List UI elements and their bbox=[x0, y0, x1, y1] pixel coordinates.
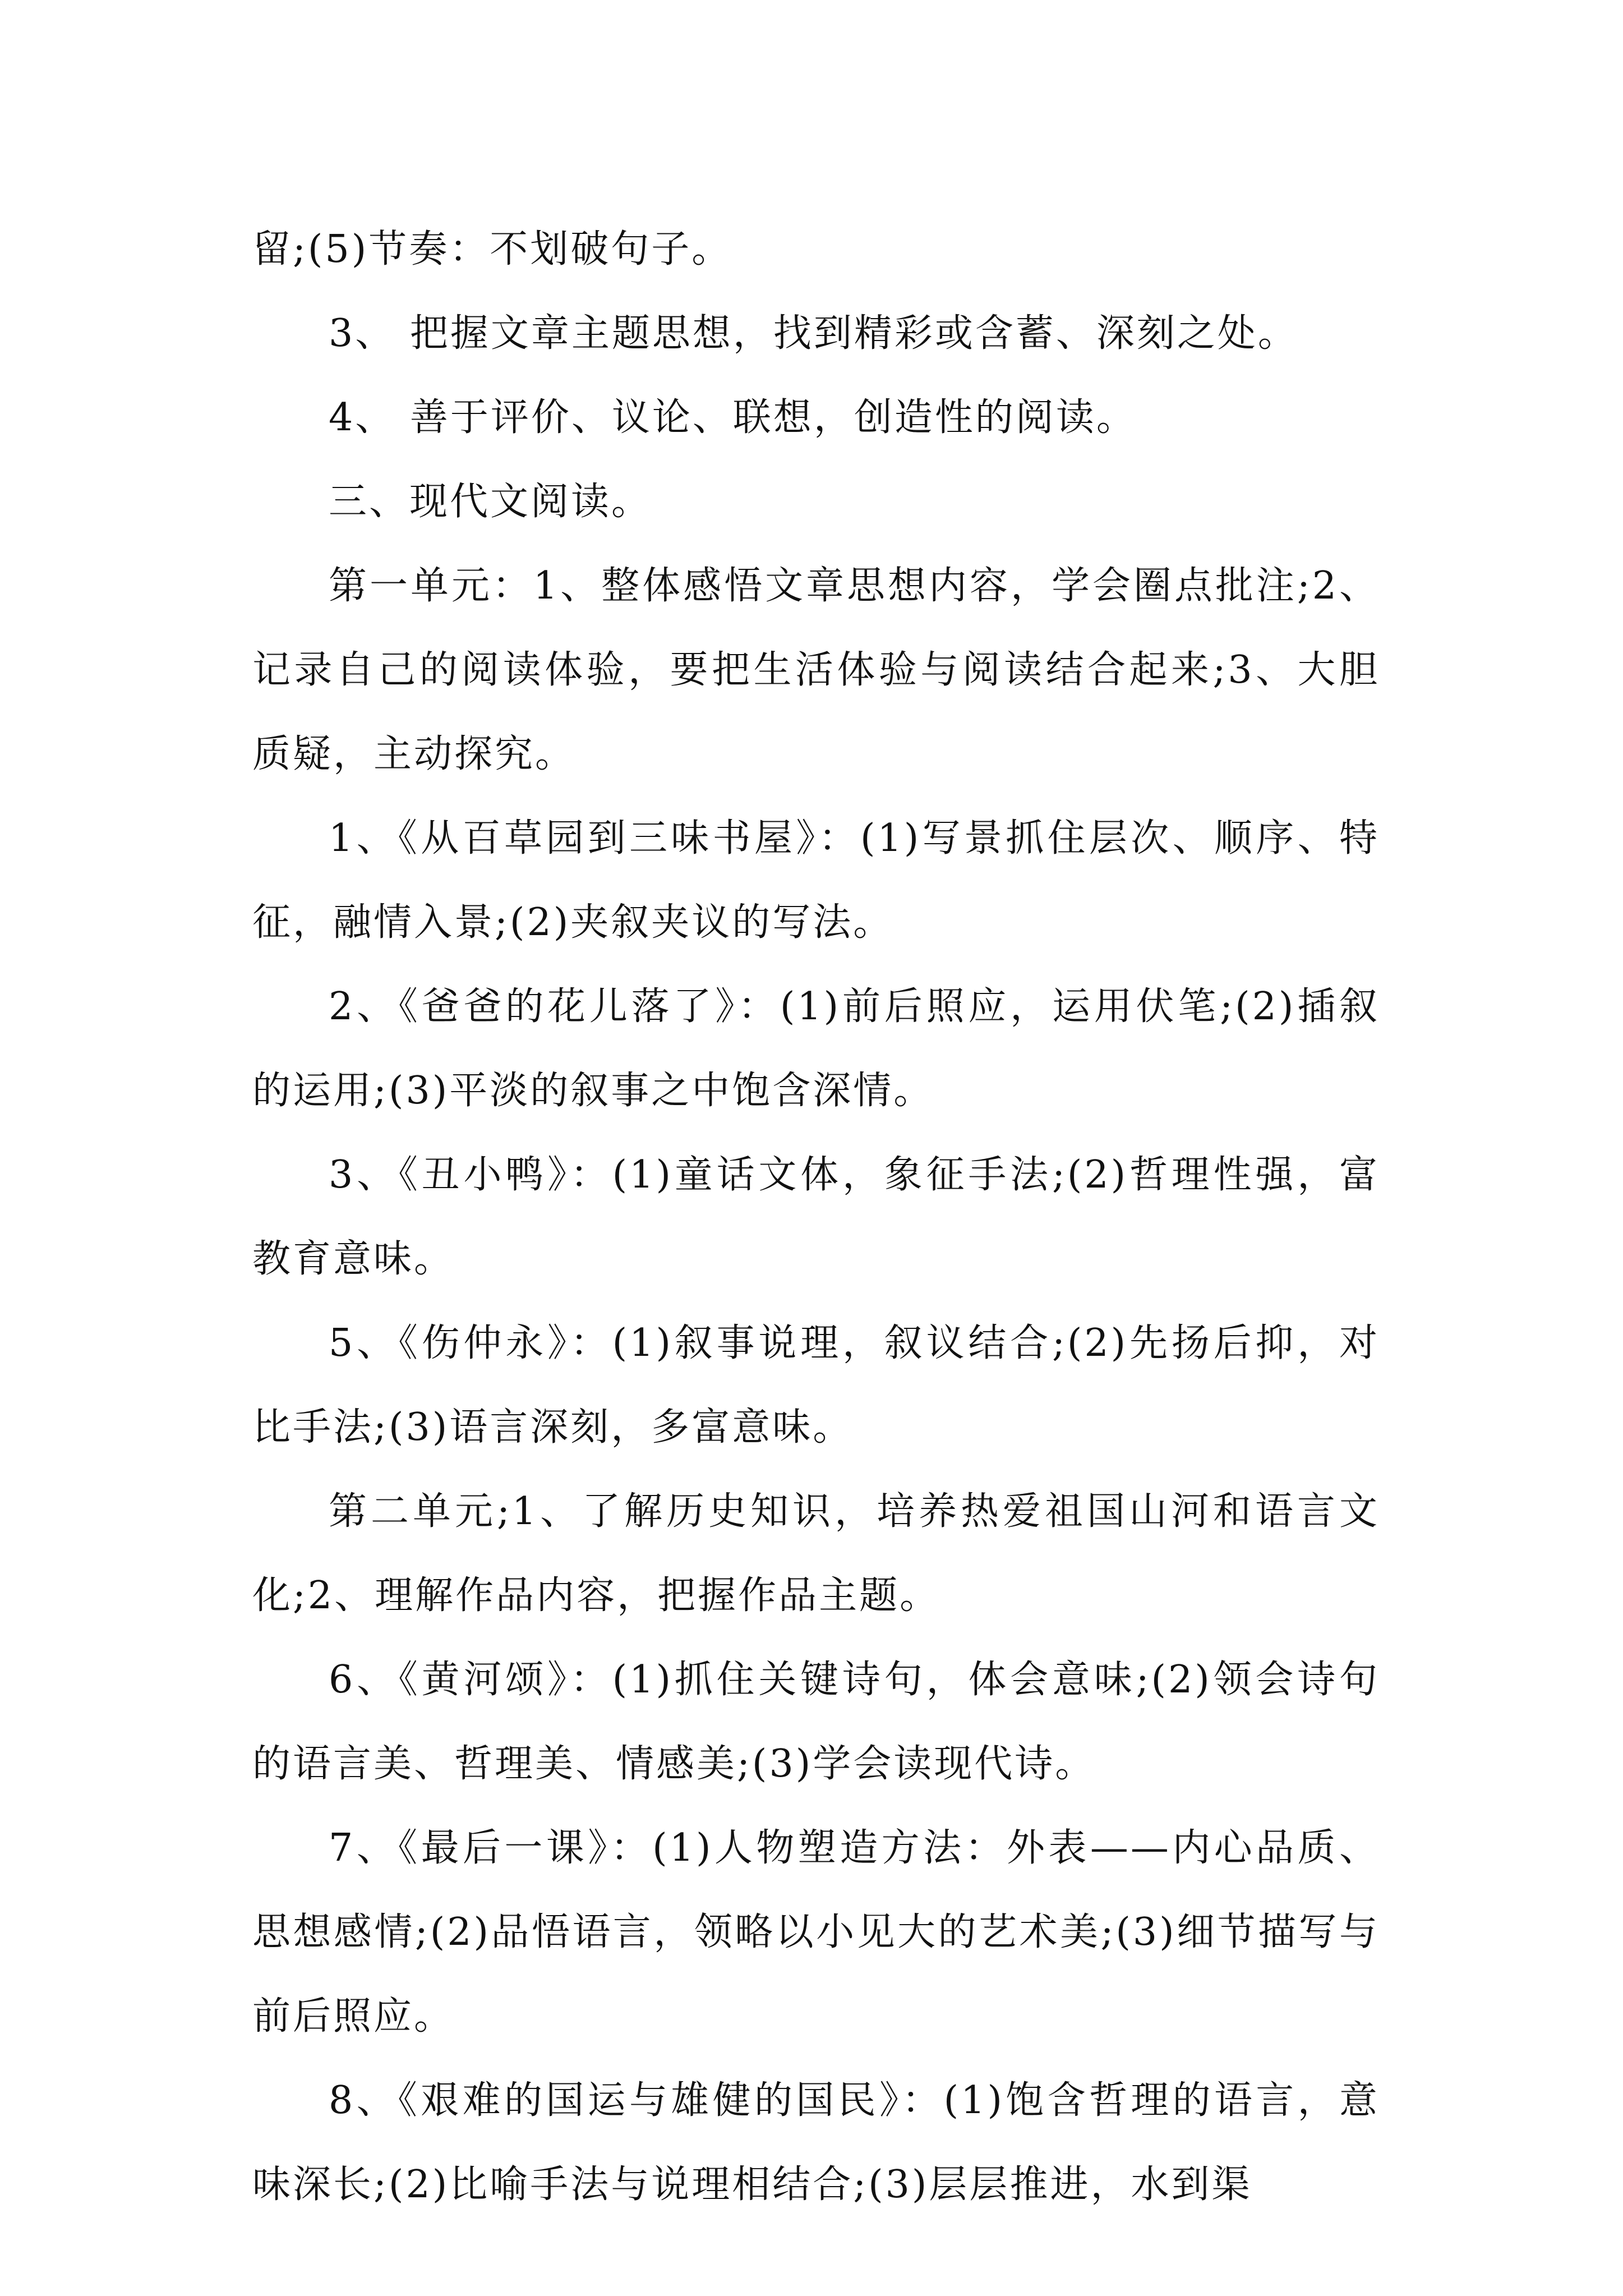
paragraph-continuation: 留;(5)节奏：不划破句子。 bbox=[252, 227, 732, 272]
paragraph-lesson-5: 5、《伤仲永》：(1)叙事说理，叙议结合;(2)先扬后抑，对比手法;(3)语言深刻，多富意味。 bbox=[252, 1321, 1380, 1450]
paragraph-lesson-6: 6、《黄河颂》：(1)抓住关键诗句，体会意味;(2)领会诗句的语言美、哲理美、情感美;(3)学会读现代诗。 bbox=[252, 1658, 1380, 1786]
document-body bbox=[252, 208, 1380, 2227]
paragraph-lesson-1: 1、《从百草园到三味书屋》：(1)写景抓住层次、顺序、特征，融情入景;(2)夹叙夹议的写法。 bbox=[252, 816, 1380, 945]
paragraph-item-4: 4、 善于评价、议论、联想，创造性的阅读。 bbox=[329, 395, 1137, 440]
paragraph-unit-two: 第二单元;1、了解历史知识，培养热爱祖国山河和语言文化;2、理解作品内容，把握作品主题。 bbox=[252, 1489, 1380, 1618]
paragraph-unit-one: 第一单元：1、整体感悟文章思想内容，学会圈点批注;2、记录自己的阅读体验，要把生活体验与阅读结合起来;3、大胆质疑，主动探究。 bbox=[252, 564, 1380, 776]
paragraph-item-3: 3、 把握文章主题思想，找到精彩或含蓄、深刻之处。 bbox=[329, 311, 1298, 356]
section-heading-modern-reading: 三、现代文阅读。 bbox=[329, 480, 652, 524]
paragraph-lesson-7: 7、《最后一课》：(1)人物塑造方法：外表——内心品质、思想感情;(2)品悟语言，领略以小见大的艺术美;(3)细节描写与前后照应。 bbox=[252, 1826, 1380, 2039]
paragraph-lesson-8: 8、《艰难的国运与雄健的国民》：(1)饱含哲理的语言，意味深长;(2)比喻手法与说理相结合;(3)层层推进，水到渠 bbox=[252, 2078, 1380, 2207]
paragraph-lesson-2: 2、《爸爸的花儿落了》：(1)前后照应，运用伏笔;(2)插叙的运用;(3)平淡的叙事之中饱含深情。 bbox=[252, 984, 1380, 1113]
paragraph-lesson-3: 3、《丑小鸭》：(1)童话文体，象征手法;(2)哲理性强，富教育意味。 bbox=[252, 1153, 1380, 1281]
